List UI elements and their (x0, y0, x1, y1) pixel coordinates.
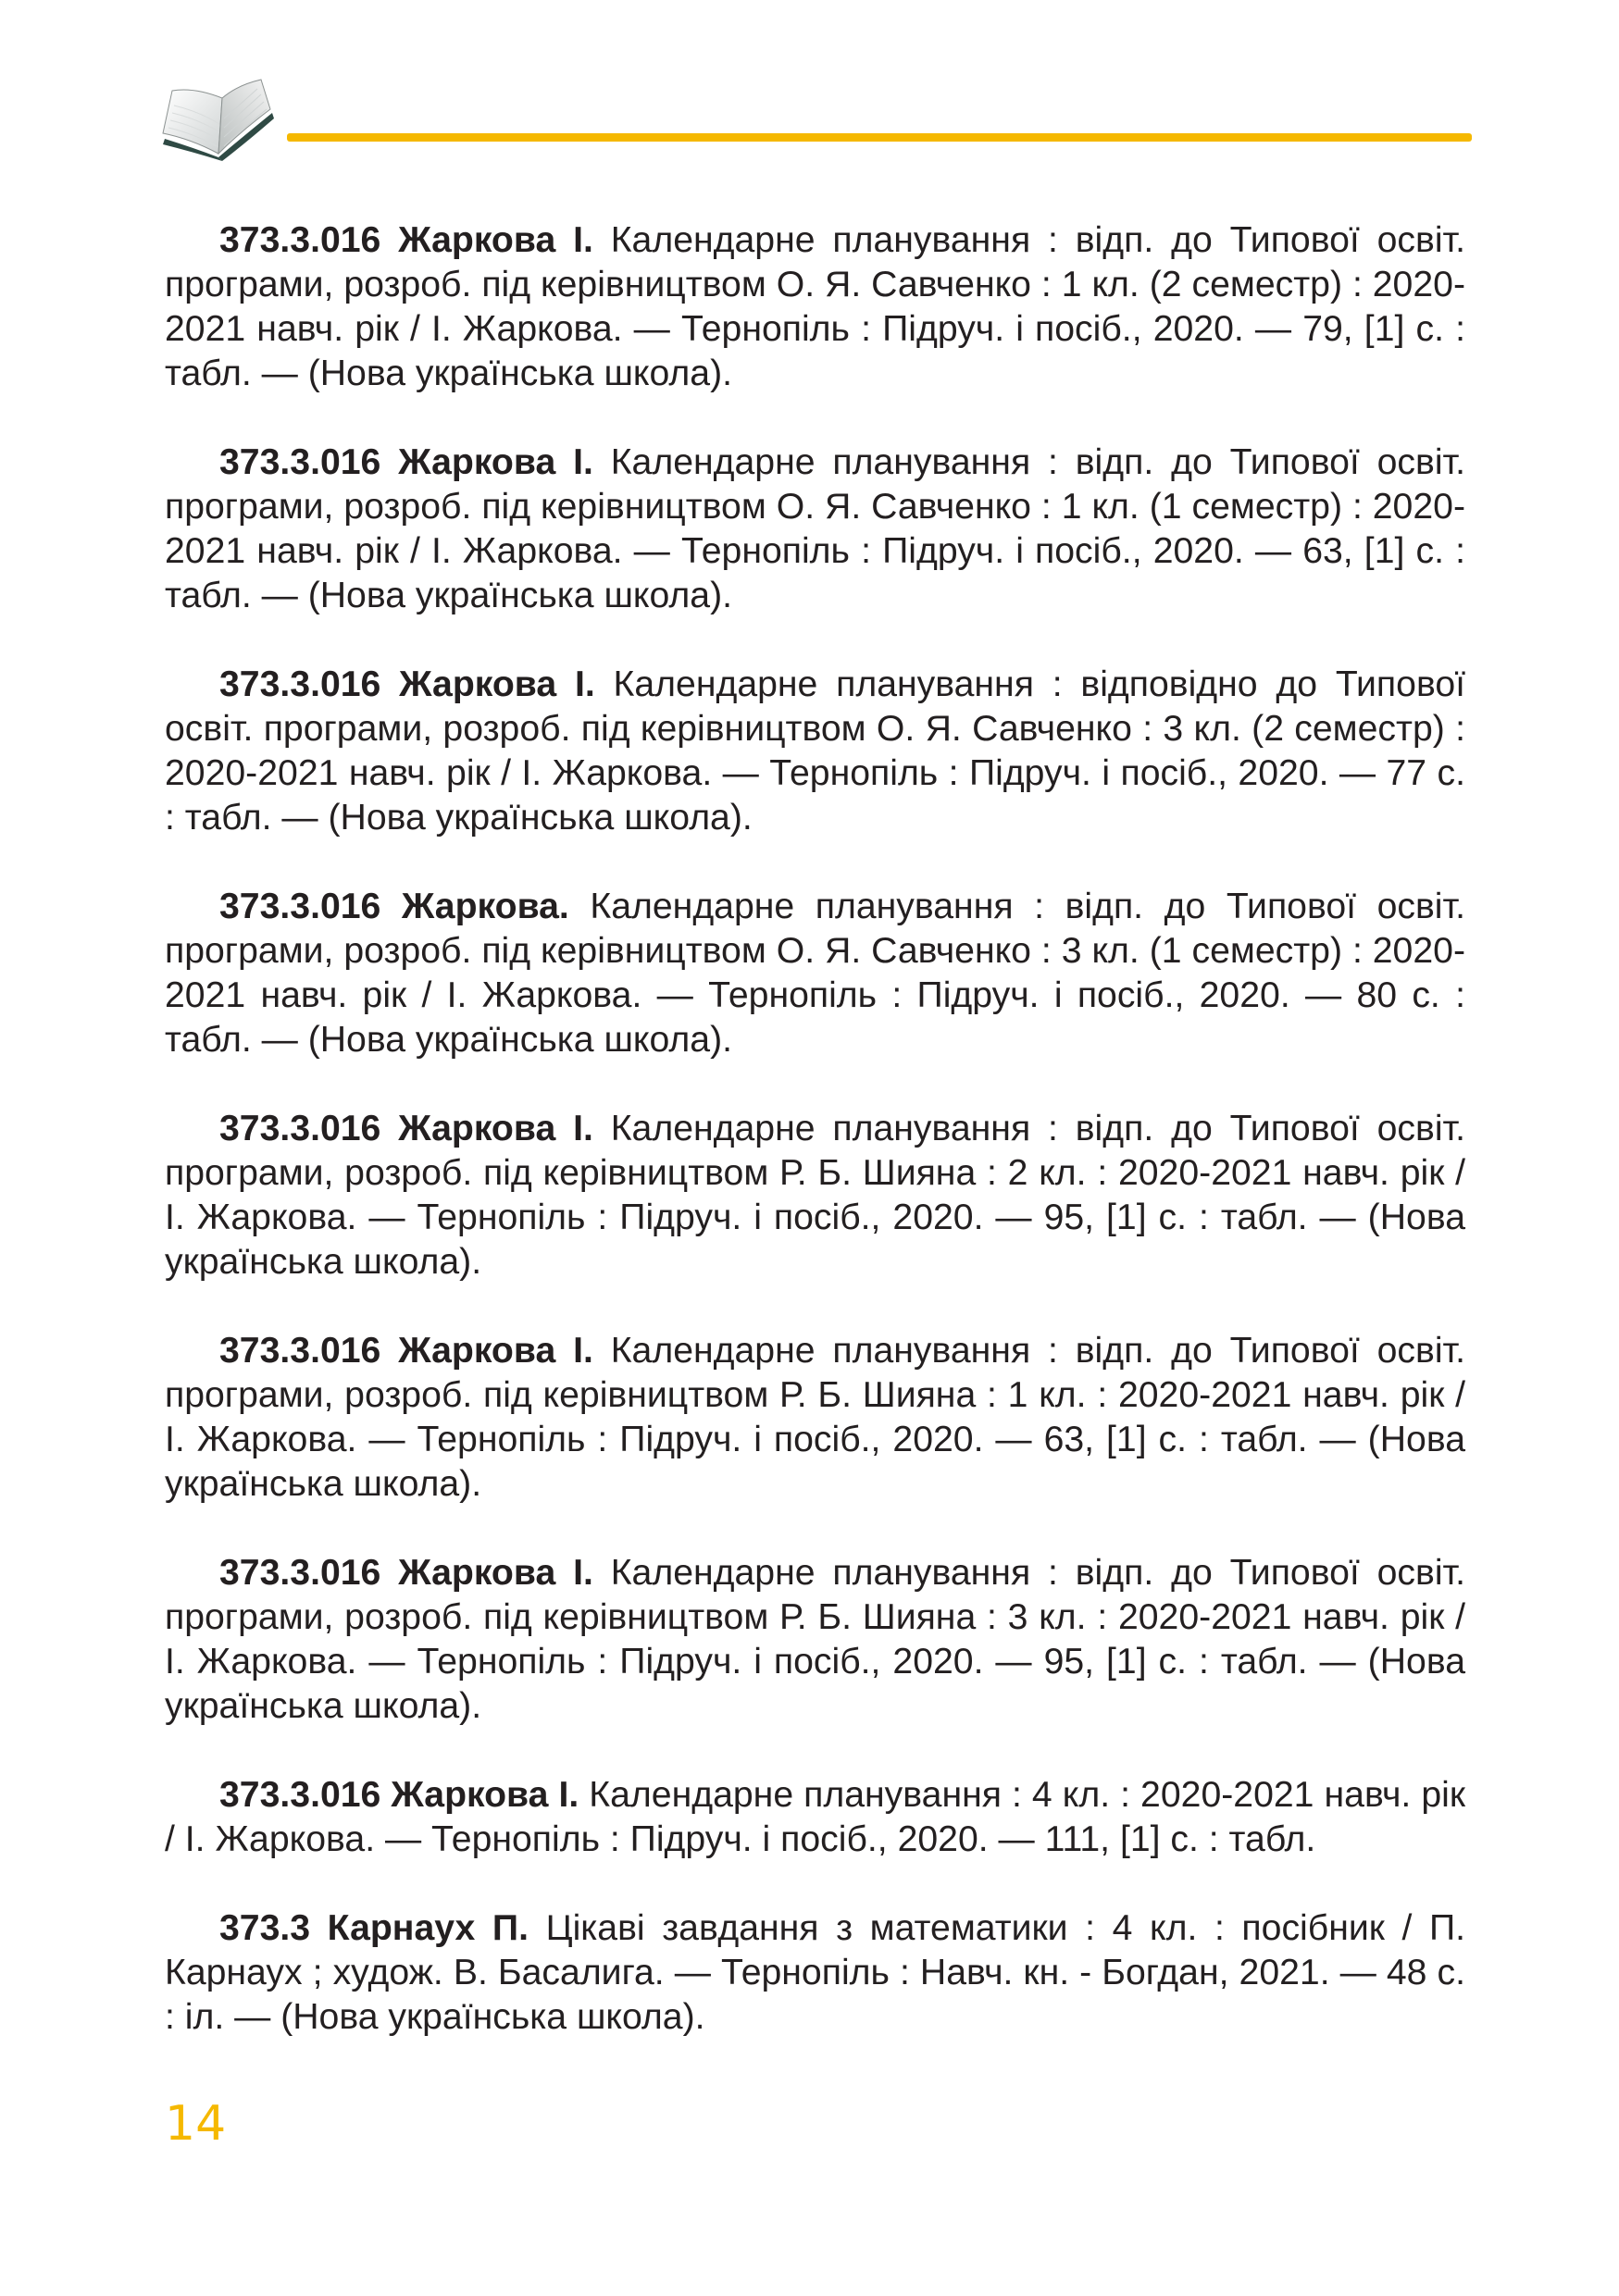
entry-text: Календарне планування : відп. до Типової освіт. програми, розроб. під керівництвом О. Я. Савченко : 3 кл. (1 семестр) : 2020-2021 навч. рік / І. Жаркова. — Тернопіль : Підруч. і посіб., 2020. — 80 с. : табл. — (Нова українська школа). (165, 887, 1465, 1060)
bibliography-entry (165, 1906, 1465, 2040)
entry-author: Карнаух П. (327, 1908, 529, 1948)
bibliography-entry (165, 441, 1465, 618)
entry-author: Жаркова І. (398, 1331, 593, 1371)
entry-code: 373.3.016 (219, 1775, 381, 1815)
entry-author: Жаркова І. (398, 220, 593, 260)
entry-text: Календарне планування : 4 кл. : 2020-2021 навч. рік / І. Жаркова. — Тернопіль : Підруч. і посіб., 2020. — 111, [1] с. : табл. (165, 1775, 1465, 1859)
entry-author: Жаркова І. (398, 1109, 593, 1148)
entry-text: Календарне планування : відп. до Типової освіт. програми, розроб. під керівництвом О. Я. Савченко : 1 кл. (2 семестр) : 2020-2021 навч. рік / І. Жаркова. — Тернопіль : Підруч. і посіб., 2020. — 79, [1] с. : табл. — (Нова українська школа). (165, 220, 1466, 393)
entry-code: 373.3.016 (219, 887, 381, 926)
entry-code: 373.3.016 (219, 664, 381, 704)
page-header (157, 65, 1472, 176)
entry-author: Жаркова І. (398, 442, 593, 482)
bibliography-entry (165, 885, 1465, 1062)
entry-code: 373.3.016 (219, 1109, 381, 1148)
bibliography-entry (165, 1329, 1465, 1507)
entry-author: Жаркова І. (399, 664, 595, 704)
entry-code: 373.3.016 (219, 1553, 381, 1593)
bibliography-entry (165, 218, 1465, 396)
entry-text: Календарне планування : відп. до Типової освіт. програми, розроб. під керівництвом Р. Б. Шияна : 1 кл. : 2020-2021 навч. рік / І. Жаркова. — Тернопіль : Підруч. і посіб., 2020. — 63, [1] с. : табл. — (Нова українська школа). (165, 1331, 1466, 1504)
entry-text: Календарне планування : відповідно до Типової освіт. програми, розроб. під керівництвом О. Я. Савченко : 3 кл. (2 семестр) : 2020-2021 навч. рік / І. Жаркова. — Тернопіль : Підруч. і посіб., 2020. — 77 с. : табл. — (Нова українська школа). (165, 664, 1466, 838)
entry-author: Жаркова І. (391, 1775, 579, 1815)
entry-author: Жаркова. (401, 887, 569, 926)
entry-code: 373.3.016 (219, 1331, 381, 1371)
open-book-icon (157, 72, 278, 165)
bibliography-entry (165, 1773, 1465, 1862)
entry-text: Календарне планування : відп. до Типової освіт. програми, розроб. під керівництвом О. Я. Савченко : 1 кл. (1 семестр) : 2020-2021 навч. рік / І. Жаркова. — Тернопіль : Підруч. і посіб., 2020. — 63, [1] с. : табл. — (Нова українська школа). (165, 442, 1466, 615)
bibliography-list (165, 218, 1465, 2084)
bibliography-entry (165, 1551, 1465, 1729)
entry-text: Цікаві завдання з математики : 4 кл. : посібник / П. Карнаух ; худож. В. Басалига. — Тернопіль : Навч. кн. - Богдан, 2021. — 48 с. : іл. — (Нова українська школа). (165, 1908, 1465, 2037)
entry-code: 373.3.016 (219, 442, 381, 482)
page-number: 14 (165, 2096, 227, 2152)
entry-author: Жаркова І. (398, 1553, 593, 1593)
header-rule (287, 133, 1472, 142)
bibliography-entry (165, 1107, 1465, 1285)
entry-text: Календарне планування : відп. до Типової освіт. програми, розроб. під керівництвом Р. Б. Шияна : 3 кл. : 2020-2021 навч. рік / І. Жаркова. — Тернопіль : Підруч. і посіб., 2020. — 95, [1] с. : табл. — (Нова українська школа). (165, 1553, 1466, 1726)
bibliography-entry (165, 663, 1465, 840)
entry-code: 373.3 (219, 1908, 311, 1948)
entry-code: 373.3.016 (219, 220, 381, 260)
entry-text: Календарне планування : відп. до Типової освіт. програми, розроб. під керівництвом Р. Б. Шияна : 2 кл. : 2020-2021 навч. рік / І. Жаркова. — Тернопіль : Підруч. і посіб., 2020. — 95, [1] с. : табл. — (Нова українська школа). (165, 1109, 1466, 1282)
